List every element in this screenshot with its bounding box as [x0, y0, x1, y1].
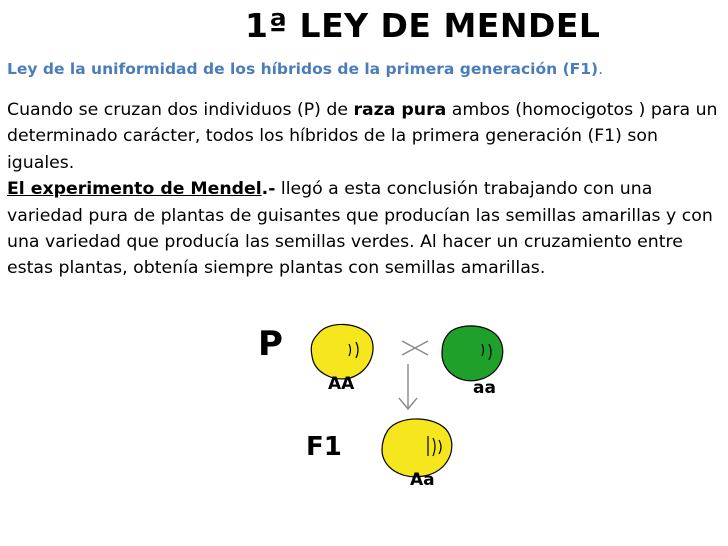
paragraph-1-text-end: ambos (homocigotos ) para un determinado carácter, todos los híbridos de la primera generación (F1) son iguales.: [7, 100, 718, 173]
offspring-genotype: Aa: [410, 470, 435, 490]
paragraph-1-text: Cuando se cruzan dos individuos (P) de: [7, 100, 354, 120]
paragraph-1: [7, 97, 725, 176]
parent2-genotype: aa: [473, 378, 496, 398]
down-arrow-icon: [396, 362, 420, 412]
paragraph-2-text: llegó a esta conclusión trabajando con una variedad pura de plantas de guisantes que producían las semillas amarillas y con una variedad que producía las semillas verdes. Al hacer un cruzamiento entre estas plantas, obtenía siempre plantas con semillas amarillas.: [7, 179, 713, 279]
offspring-generation-label: F1: [306, 432, 342, 462]
paragraph-2: [7, 176, 725, 282]
heading-separator: .-: [261, 179, 276, 200]
cross-icon: [400, 338, 430, 358]
mendel-cross-diagram: [250, 310, 530, 546]
parent1-genotype: AA: [328, 374, 355, 394]
parent-generation-label: P: [258, 324, 283, 364]
raza-pura-bold: raza pura: [353, 100, 447, 120]
subtitle-text: Ley de la uniformidad de los híbridos de la primera generación (F1): [7, 60, 599, 78]
experiment-heading: El experimento de Mendel: [7, 179, 262, 200]
yellow-seed-parent: [308, 320, 378, 382]
green-seed-parent: [438, 322, 508, 384]
page-title: 1ª LEY DE MENDEL: [245, 6, 601, 45]
subtitle-period: .: [598, 60, 604, 78]
body-text: [7, 97, 725, 282]
subtitle: [7, 60, 603, 78]
